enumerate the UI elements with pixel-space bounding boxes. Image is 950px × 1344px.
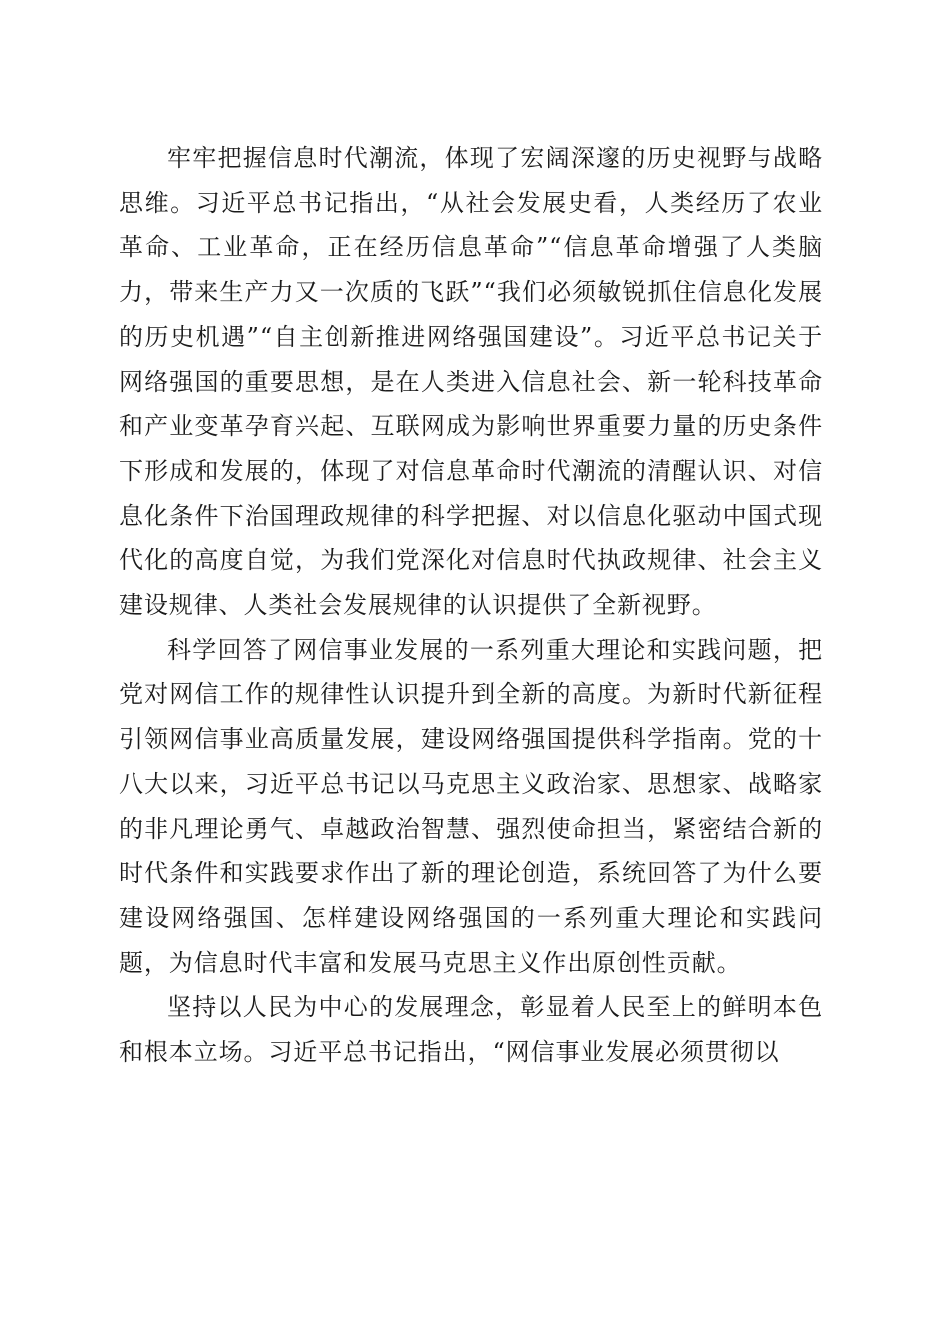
document-body	[119, 136, 823, 1075]
paragraph-information-era: 牢牢把握信息时代潮流，体现了宏阔深邃的历史视野与战略思维。习近平总书记指出，“从社会发展史看，人类经历了农业革命、工业革命，正在经历信息革命”“信息革命增强了人类脑力，带来生产力又一次质的飞跃”“我们必须敏锐抓住信息化发展的历史机遇”“自主创新推进网络强国建设”。习近平总书记关于网络强国的重要思想，是在人类进入信息社会、新一轮科技革命和产业变革孕育兴起、互联网成为影响世界重要力量的历史条件下形成和发展的，体现了对信息革命时代潮流的清醒认识、对信息化条件下治国理政规律的科学把握、对以信息化驱动中国式现代化的高度自觉，为我们党深化对信息时代执政规律、社会主义建设规律、人类社会发展规律的认识提供了全新视野。	[119, 144, 823, 620]
paragraph-people-centered: 坚持以人民为中心的发展理念，彰显着人民至上的鲜明本色和根本立场。习近平总书记指出，“网信事业发展必须贯彻以	[119, 993, 823, 1067]
paragraph-theory-practice: 科学回答了网信事业发展的一系列重大理论和实践问题，把党对网信工作的规律性认识提升到全新的高度。为新时代新征程引领网信事业高质量发展，建设网络强国提供科学指南。党的十八大以来，习近平总书记以马克思主义政治家、思想家、战略家的非凡理论勇气、卓越政治智慧、强烈使命担当，紧密结合新的时代条件和实践要求作出了新的理论创造，系统回答了为什么要建设网络强国、怎样建设网络强国的一系列重大理论和实践问题，为信息时代丰富和发展马克思主义作出原创性贡献。	[119, 635, 823, 977]
